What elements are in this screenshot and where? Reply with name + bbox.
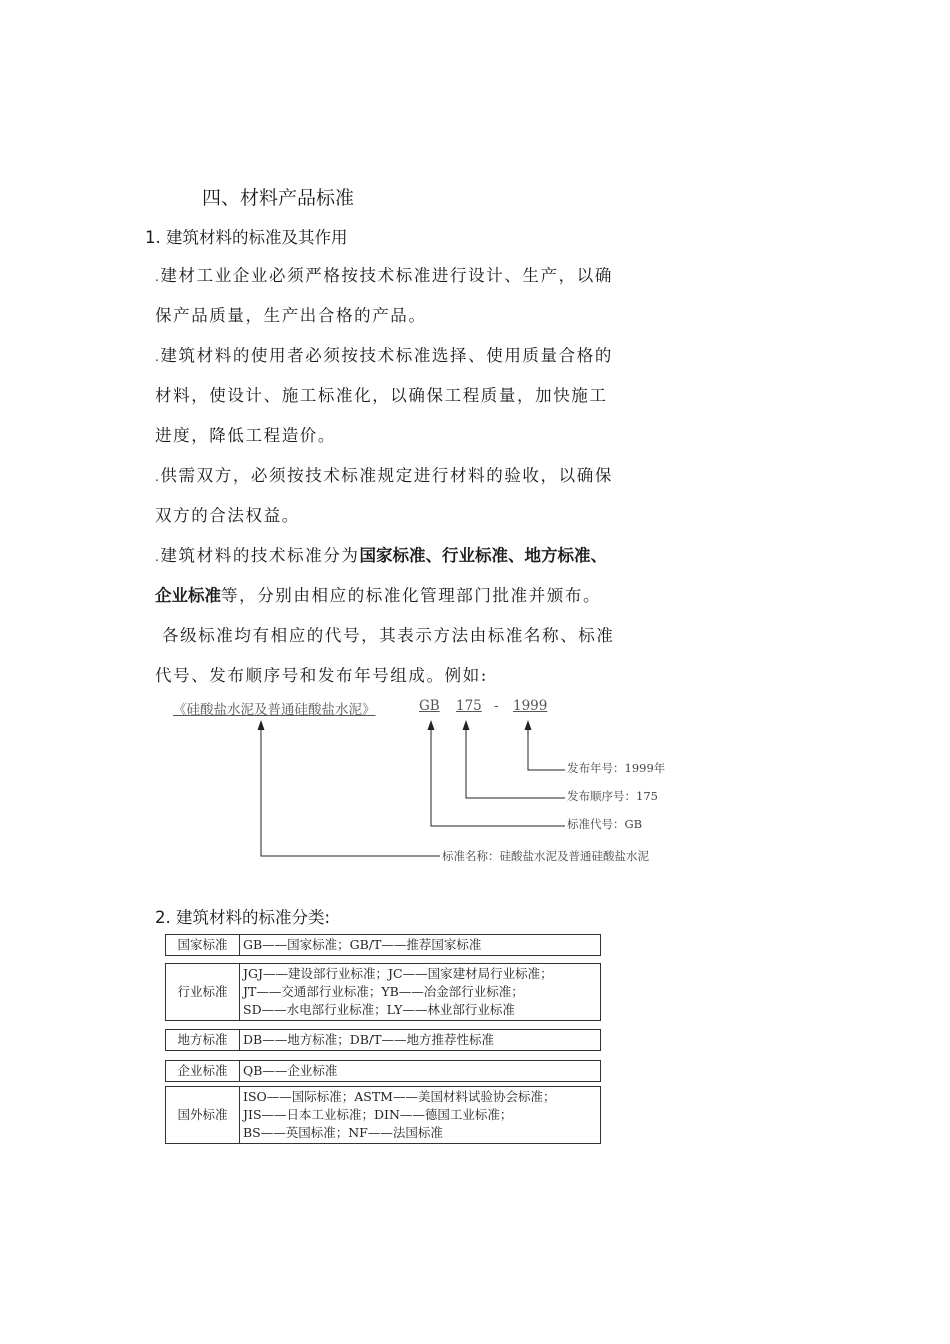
bullet-4-cont: 企业标准等，分别由相应的标准化管理部门批准并颁布。 (155, 586, 602, 605)
subsection-title-2: 2. 建筑材料的标准分类: (155, 908, 331, 927)
section-title: 四、材料产品标准 (202, 187, 355, 209)
paragraph-line-1: 各级标准均有相应的代号，其表示方法由标准名称、标准 (162, 626, 615, 645)
bullet-4: .建筑材料的技术标准分为国家标准、行业标准、地方标准、 (155, 546, 608, 565)
description-cell: DB——地方标准；DB/T——地方推荐性标准 (240, 1030, 601, 1051)
example-standard-name: 《硅酸盐水泥及普通硅酸盐水泥》 (173, 702, 376, 718)
example-dash: - (494, 698, 499, 714)
label-sequence-number: 发布顺序号：175 (567, 789, 658, 803)
table-national-standard (165, 934, 601, 956)
paragraph-line-2: 代号、发布顺序号和发布年号组成。例如: (155, 666, 488, 685)
bullet-1-cont: 保产品质量，生产出合格的产品。 (155, 306, 427, 325)
table-industry-standard (165, 963, 601, 1021)
description-cell: GB——国家标准；GB/T——推荐国家标准 (240, 935, 601, 956)
description-cell: ISO——国际标准；ASTM——美国材料试验协会标准； JIS——日本工业标准；DIN——德国工业标准； BS——英国标准；NF——法国标准 (240, 1087, 601, 1144)
category-cell: 行业标准 (166, 964, 240, 1021)
description-cell: JGJ——建设部行业标准；JC——国家建材局行业标准； JT——交通部行业标准；YB——冶金部行业标准； SD——水电部行业标准；LY——林业部行业标准 (240, 964, 601, 1021)
bullet-3-cont: 双方的合法权益。 (155, 506, 300, 525)
label-standard-name: 标准名称：硅酸盐水泥及普通硅酸盐水泥 (442, 849, 649, 863)
example-standard-number: 175 (456, 698, 482, 714)
category-cell: 国家标准 (166, 935, 240, 956)
table-enterprise-standard (165, 1060, 601, 1082)
table-foreign-standard (165, 1086, 601, 1144)
label-standard-code: 标准代号：GB (567, 817, 643, 831)
example-standard-year: 1999 (513, 698, 548, 714)
category-cell: 地方标准 (166, 1030, 240, 1051)
label-publish-year: 发布年号：1999年 (567, 761, 666, 775)
subsection-title-1: 1. 建筑材料的标准及其作用 (145, 228, 348, 247)
bullet-1: .建材工业企业必须严格按技术标准进行设计、生产，以确 (155, 266, 613, 285)
table-local-standard (165, 1029, 601, 1051)
example-standard-code: GB (419, 698, 440, 714)
category-cell: 国外标准 (166, 1087, 240, 1144)
bullet-3: .供需双方，必须按技术标准规定进行材料的验收，以确保 (155, 466, 613, 485)
bullet-2-cont-2: 进度，降低工程造价。 (155, 426, 336, 445)
bullet-2: .建筑材料的使用者必须按技术标准选择、使用质量合格的 (155, 346, 613, 365)
category-cell: 企业标准 (166, 1061, 240, 1082)
description-cell: QB——企业标准 (240, 1061, 601, 1082)
bullet-2-cont-1: 材料，使设计、施工标准化，以确保工程质量，加快施工 (155, 386, 608, 405)
